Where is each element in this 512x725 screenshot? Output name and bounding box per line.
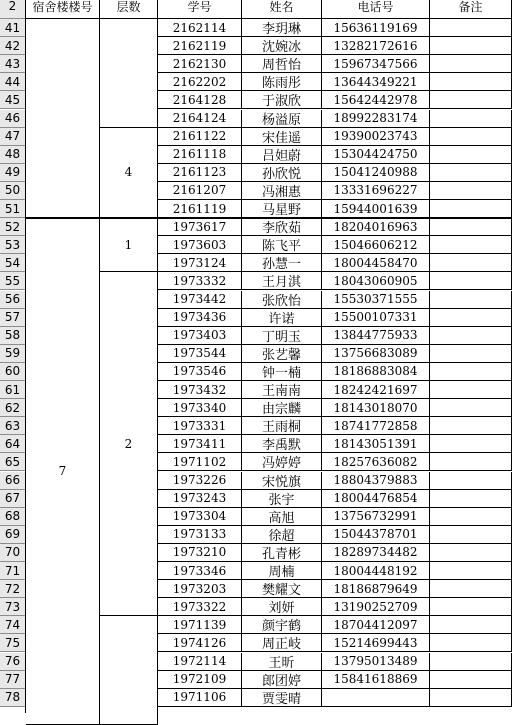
building-cell-7[interactable]: 7 bbox=[26, 218, 100, 725]
remark-cell[interactable] bbox=[430, 435, 512, 453]
remark-cell[interactable] bbox=[430, 689, 512, 707]
phone-cell[interactable]: 18143051391 bbox=[322, 435, 430, 453]
row-number[interactable]: 59 bbox=[0, 345, 26, 363]
phone-cell[interactable]: 18741772858 bbox=[322, 417, 430, 435]
row-number[interactable]: 77 bbox=[0, 671, 26, 689]
remark-cell[interactable] bbox=[430, 472, 512, 490]
student-id-cell[interactable]: 1973403 bbox=[158, 327, 242, 345]
phone-cell[interactable]: 18242421697 bbox=[322, 381, 430, 399]
row-number[interactable]: 78 bbox=[0, 689, 26, 707]
phone-cell[interactable]: 18043060905 bbox=[322, 272, 430, 290]
row-number[interactable]: 53 bbox=[0, 236, 26, 254]
remark-cell[interactable] bbox=[430, 164, 512, 182]
name-cell[interactable]: 陈雨彤 bbox=[242, 73, 322, 91]
phone-cell[interactable]: 13190252709 bbox=[322, 598, 430, 616]
name-cell[interactable]: 宋佳遥 bbox=[242, 128, 322, 146]
remark-cell[interactable] bbox=[430, 653, 512, 671]
student-id-cell[interactable]: 1973346 bbox=[158, 562, 242, 580]
student-id-cell[interactable]: 2161207 bbox=[158, 182, 242, 200]
name-cell[interactable]: 李禹默 bbox=[242, 435, 322, 453]
phone-cell[interactable]: 18186883084 bbox=[322, 363, 430, 381]
row-number[interactable]: 67 bbox=[0, 490, 26, 508]
phone-cell[interactable]: 13756732991 bbox=[322, 508, 430, 526]
remark-cell[interactable] bbox=[430, 236, 512, 254]
remark-cell[interactable] bbox=[430, 381, 512, 399]
name-cell[interactable]: 冯湘惠 bbox=[242, 182, 322, 200]
name-cell[interactable]: 孙慧一 bbox=[242, 254, 322, 272]
group-divider bbox=[26, 217, 512, 219]
remark-cell[interactable] bbox=[430, 417, 512, 435]
phone-cell[interactable]: 15636119169 bbox=[322, 19, 430, 37]
row-number[interactable]: 41 bbox=[0, 19, 26, 37]
name-cell[interactable]: 高旭 bbox=[242, 508, 322, 526]
name-cell[interactable]: 由宗麟 bbox=[242, 399, 322, 417]
phone-cell[interactable]: 19390023743 bbox=[322, 128, 430, 146]
student-id-cell[interactable]: 1971106 bbox=[158, 689, 242, 707]
row-number[interactable]: 56 bbox=[0, 291, 26, 309]
row-number[interactable]: 74 bbox=[0, 616, 26, 634]
phone-cell[interactable]: 18204016963 bbox=[322, 218, 430, 236]
student-id-cell[interactable]: 2162130 bbox=[158, 55, 242, 73]
name-cell[interactable]: 沈婉冰 bbox=[242, 37, 322, 55]
floor-cell-4[interactable]: 4 bbox=[100, 128, 158, 219]
remark-cell[interactable] bbox=[430, 544, 512, 562]
name-cell[interactable]: 宋悦旗 bbox=[242, 472, 322, 490]
row-number[interactable]: 55 bbox=[0, 272, 26, 290]
row-number[interactable]: 64 bbox=[0, 435, 26, 453]
phone-cell[interactable]: 18804379883 bbox=[322, 472, 430, 490]
remark-cell[interactable] bbox=[430, 254, 512, 272]
student-id-cell[interactable]: 1972109 bbox=[158, 671, 242, 689]
remark-cell[interactable] bbox=[430, 291, 512, 309]
row-number[interactable]: 52 bbox=[0, 218, 26, 236]
row-number[interactable]: 76 bbox=[0, 653, 26, 671]
name-cell[interactable]: 钟一楠 bbox=[242, 363, 322, 381]
floor-cell-1[interactable]: 1 bbox=[100, 218, 158, 272]
name-cell[interactable]: 吕妲蔚 bbox=[242, 146, 322, 164]
phone-cell[interactable]: 18257636082 bbox=[322, 453, 430, 471]
row-number[interactable]: 51 bbox=[0, 200, 26, 218]
student-id-cell[interactable]: 2162119 bbox=[158, 37, 242, 55]
column-header-2[interactable]: 学号 bbox=[158, 0, 242, 19]
column-header-1[interactable]: 层数 bbox=[100, 0, 158, 19]
column-header-5[interactable]: 备注 bbox=[430, 0, 512, 19]
student-id-cell[interactable]: 2164128 bbox=[158, 91, 242, 109]
student-id-cell[interactable]: 1973603 bbox=[158, 236, 242, 254]
phone-cell[interactable]: 13795013489 bbox=[322, 653, 430, 671]
student-id-cell[interactable]: 1973544 bbox=[158, 345, 242, 363]
phone-cell[interactable]: 18289734482 bbox=[322, 544, 430, 562]
phone-cell[interactable]: 15044378701 bbox=[322, 526, 430, 544]
row-number[interactable]: 44 bbox=[0, 73, 26, 91]
remark-cell[interactable] bbox=[430, 634, 512, 652]
row-number[interactable]: 63 bbox=[0, 417, 26, 435]
column-header-0[interactable]: 宿舍楼楼号 bbox=[26, 0, 100, 19]
student-id-cell[interactable]: 1973411 bbox=[158, 435, 242, 453]
phone-cell[interactable]: 18186879649 bbox=[322, 580, 430, 598]
name-cell[interactable]: 樊耀文 bbox=[242, 580, 322, 598]
row-number[interactable]: 61 bbox=[0, 381, 26, 399]
name-cell[interactable]: 郎团婷 bbox=[242, 671, 322, 689]
row-number[interactable]: 70 bbox=[0, 544, 26, 562]
student-id-cell[interactable]: 1971139 bbox=[158, 616, 242, 634]
remark-cell[interactable] bbox=[430, 73, 512, 91]
phone-cell[interactable]: 13331696227 bbox=[322, 182, 430, 200]
grid-left-border bbox=[25, 0, 26, 713]
row-number[interactable]: 50 bbox=[0, 182, 26, 200]
remark-cell[interactable] bbox=[430, 526, 512, 544]
student-id-cell[interactable]: 1973226 bbox=[158, 472, 242, 490]
student-id-cell[interactable]: 1973442 bbox=[158, 291, 242, 309]
student-id-cell[interactable]: 1973304 bbox=[158, 508, 242, 526]
phone-cell[interactable]: 15046606212 bbox=[322, 236, 430, 254]
phone-cell[interactable]: 18004458470 bbox=[322, 254, 430, 272]
remark-cell[interactable] bbox=[430, 272, 512, 290]
student-id-cell[interactable]: 1973331 bbox=[158, 417, 242, 435]
row-number[interactable]: 43 bbox=[0, 55, 26, 73]
remark-cell[interactable] bbox=[430, 508, 512, 526]
phone-cell[interactable]: 15530371555 bbox=[322, 291, 430, 309]
student-id-cell[interactable]: 2161118 bbox=[158, 146, 242, 164]
column-header-4[interactable]: 电话号 bbox=[322, 0, 430, 19]
name-cell[interactable]: 周楠 bbox=[242, 562, 322, 580]
name-cell[interactable]: 李玥琳 bbox=[242, 19, 322, 37]
name-cell[interactable]: 周哲怡 bbox=[242, 55, 322, 73]
student-id-cell[interactable]: 1973322 bbox=[158, 598, 242, 616]
name-cell[interactable]: 孔青彬 bbox=[242, 544, 322, 562]
phone-cell[interactable]: 18992283174 bbox=[322, 110, 430, 128]
name-cell[interactable]: 王昕 bbox=[242, 653, 322, 671]
row-number[interactable]: 49 bbox=[0, 164, 26, 182]
student-id-cell[interactable]: 1973133 bbox=[158, 526, 242, 544]
name-cell[interactable]: 颜宇鹤 bbox=[242, 616, 322, 634]
name-cell[interactable]: 杨溢原 bbox=[242, 110, 322, 128]
row-number[interactable]: 66 bbox=[0, 472, 26, 490]
remark-cell[interactable] bbox=[430, 453, 512, 471]
student-id-cell[interactable]: 1971102 bbox=[158, 453, 242, 471]
row-number[interactable]: 46 bbox=[0, 110, 26, 128]
name-cell[interactable]: 周正岐 bbox=[242, 634, 322, 652]
remark-cell[interactable] bbox=[430, 562, 512, 580]
phone-cell[interactable]: 13282172616 bbox=[322, 37, 430, 55]
row-number[interactable]: 42 bbox=[0, 37, 26, 55]
floor-cell-2[interactable]: 2 bbox=[100, 272, 158, 616]
column-header-3[interactable]: 姓名 bbox=[242, 0, 322, 19]
remark-cell[interactable] bbox=[430, 399, 512, 417]
remark-cell[interactable] bbox=[430, 37, 512, 55]
student-id-cell[interactable]: 1973332 bbox=[158, 272, 242, 290]
name-cell[interactable]: 陈飞平 bbox=[242, 236, 322, 254]
student-id-cell[interactable]: 2164124 bbox=[158, 110, 242, 128]
row-number[interactable]: 62 bbox=[0, 399, 26, 417]
building-cell-merged[interactable] bbox=[26, 19, 100, 218]
remark-cell[interactable] bbox=[430, 671, 512, 689]
student-id-cell[interactable]: 1973436 bbox=[158, 309, 242, 327]
student-id-cell[interactable]: 1973546 bbox=[158, 363, 242, 381]
row-number[interactable]: 60 bbox=[0, 363, 26, 381]
student-id-cell[interactable]: 1973432 bbox=[158, 381, 242, 399]
student-id-cell[interactable]: 2161119 bbox=[158, 200, 242, 218]
name-cell[interactable]: 张欣怡 bbox=[242, 291, 322, 309]
name-cell[interactable]: 王南南 bbox=[242, 381, 322, 399]
row-number[interactable]: 54 bbox=[0, 254, 26, 272]
phone-cell[interactable]: 15841618869 bbox=[322, 671, 430, 689]
student-id-cell[interactable]: 1973203 bbox=[158, 580, 242, 598]
remark-cell[interactable] bbox=[430, 110, 512, 128]
remark-cell[interactable] bbox=[430, 218, 512, 236]
remark-cell[interactable] bbox=[430, 55, 512, 73]
remark-cell[interactable] bbox=[430, 128, 512, 146]
remark-cell[interactable] bbox=[430, 580, 512, 598]
name-cell[interactable]: 贾雯晴 bbox=[242, 689, 322, 707]
phone-cell[interactable]: 18004476854 bbox=[322, 490, 430, 508]
phone-cell[interactable]: 13844775933 bbox=[322, 327, 430, 345]
remark-cell[interactable] bbox=[430, 182, 512, 200]
phone-cell[interactable]: 15642442978 bbox=[322, 91, 430, 109]
row-number[interactable]: 68 bbox=[0, 508, 26, 526]
student-id-cell[interactable]: 1973210 bbox=[158, 544, 242, 562]
phone-cell[interactable]: 15967347566 bbox=[322, 55, 430, 73]
row-number[interactable]: 48 bbox=[0, 146, 26, 164]
phone-cell[interactable]: 18004448192 bbox=[322, 562, 430, 580]
student-id-cell[interactable]: 1973243 bbox=[158, 490, 242, 508]
name-cell[interactable]: 孙欣悦 bbox=[242, 164, 322, 182]
remark-cell[interactable] bbox=[430, 616, 512, 634]
remark-cell[interactable] bbox=[430, 327, 512, 345]
name-cell[interactable]: 丁明玉 bbox=[242, 327, 322, 345]
row-number[interactable]: 65 bbox=[0, 453, 26, 471]
remark-cell[interactable] bbox=[430, 19, 512, 37]
phone-cell[interactable]: 15304424750 bbox=[322, 146, 430, 164]
phone-cell[interactable]: 13644349221 bbox=[322, 73, 430, 91]
phone-cell[interactable]: 15214699443 bbox=[322, 634, 430, 652]
student-id-cell[interactable]: 2162202 bbox=[158, 73, 242, 91]
student-id-cell[interactable]: 2161123 bbox=[158, 164, 242, 182]
phone-cell[interactable]: 15041240988 bbox=[322, 164, 430, 182]
name-cell[interactable]: 王雨桐 bbox=[242, 417, 322, 435]
student-id-cell[interactable]: 2162114 bbox=[158, 19, 242, 37]
student-id-cell[interactable]: 1973340 bbox=[158, 399, 242, 417]
floor-cell-merged[interactable] bbox=[100, 616, 158, 725]
name-cell[interactable]: 张艺馨 bbox=[242, 345, 322, 363]
name-cell[interactable]: 张宇 bbox=[242, 490, 322, 508]
remark-cell[interactable] bbox=[430, 146, 512, 164]
phone-cell[interactable]: 15944001639 bbox=[322, 200, 430, 218]
phone-cell[interactable] bbox=[322, 689, 430, 707]
row-number[interactable]: 45 bbox=[0, 91, 26, 109]
row-number[interactable]: 73 bbox=[0, 598, 26, 616]
remark-cell[interactable] bbox=[430, 363, 512, 381]
row-number[interactable]: 57 bbox=[0, 309, 26, 327]
name-cell[interactable]: 王月淇 bbox=[242, 272, 322, 290]
phone-cell[interactable]: 18704412097 bbox=[322, 616, 430, 634]
name-cell[interactable]: 徐超 bbox=[242, 526, 322, 544]
student-id-cell[interactable]: 1972114 bbox=[158, 653, 242, 671]
remark-cell[interactable] bbox=[430, 91, 512, 109]
name-cell[interactable]: 许诺 bbox=[242, 309, 322, 327]
row-header-2[interactable]: 2 bbox=[0, 0, 26, 19]
phone-cell[interactable]: 15500107331 bbox=[322, 309, 430, 327]
row-number[interactable]: 47 bbox=[0, 128, 26, 146]
remark-cell[interactable] bbox=[430, 598, 512, 616]
student-id-cell[interactable]: 1974126 bbox=[158, 634, 242, 652]
student-id-cell[interactable]: 1973124 bbox=[158, 254, 242, 272]
row-number[interactable]: 71 bbox=[0, 562, 26, 580]
row-number[interactable]: 75 bbox=[0, 634, 26, 652]
row-number[interactable]: 69 bbox=[0, 526, 26, 544]
remark-cell[interactable] bbox=[430, 200, 512, 218]
remark-cell[interactable] bbox=[430, 345, 512, 363]
row-number[interactable]: 58 bbox=[0, 327, 26, 345]
phone-cell[interactable]: 18143018070 bbox=[322, 399, 430, 417]
student-id-cell[interactable]: 1973617 bbox=[158, 218, 242, 236]
name-cell[interactable]: 马星野 bbox=[242, 200, 322, 218]
student-id-cell[interactable]: 2161122 bbox=[158, 128, 242, 146]
remark-cell[interactable] bbox=[430, 490, 512, 508]
name-cell[interactable]: 刘妍 bbox=[242, 598, 322, 616]
name-cell[interactable]: 李欣茹 bbox=[242, 218, 322, 236]
floor-cell-merged[interactable] bbox=[100, 19, 158, 128]
remark-cell[interactable] bbox=[430, 309, 512, 327]
phone-cell[interactable]: 13756683089 bbox=[322, 345, 430, 363]
name-cell[interactable]: 于淑欣 bbox=[242, 91, 322, 109]
row-number[interactable]: 72 bbox=[0, 580, 26, 598]
name-cell[interactable]: 冯婷婷 bbox=[242, 453, 322, 471]
